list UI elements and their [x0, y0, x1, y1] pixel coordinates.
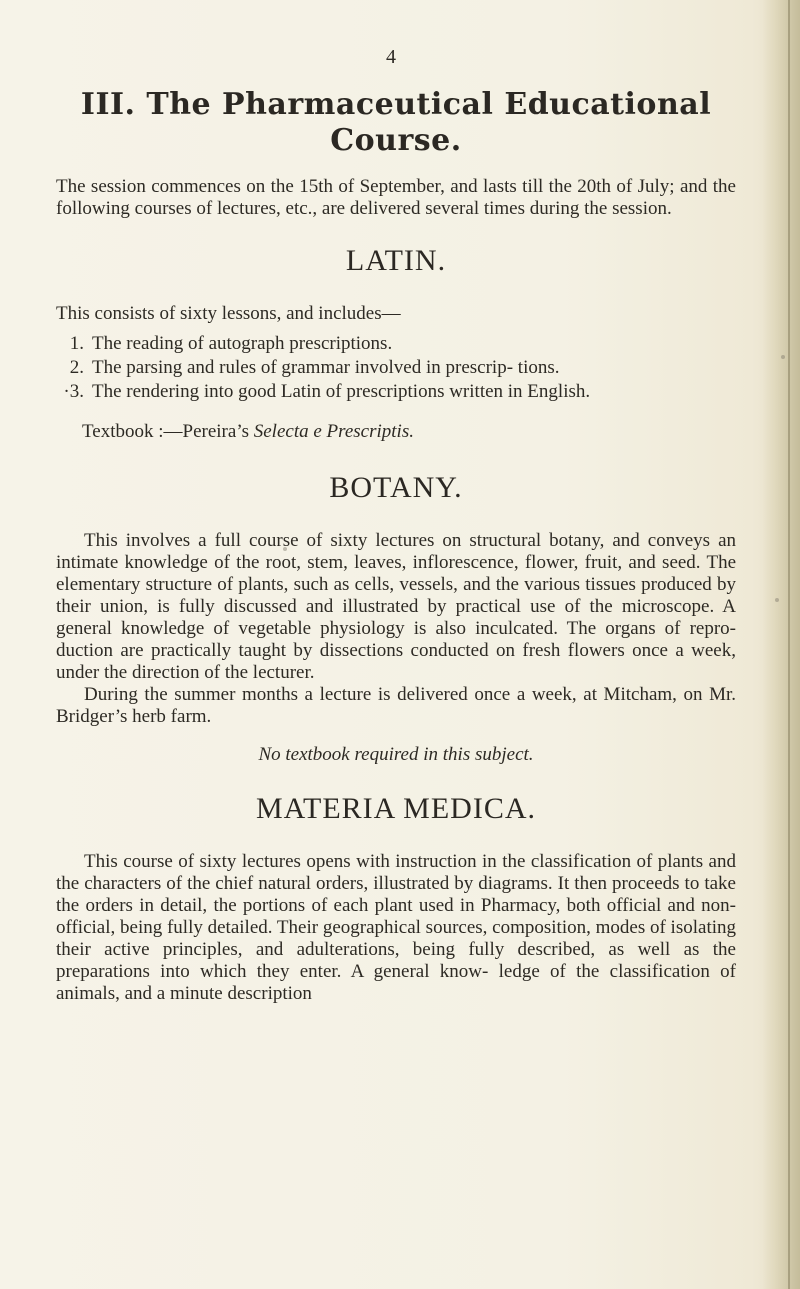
page-edge-line [788, 0, 790, 1289]
paper-speck [775, 598, 779, 602]
list-item-text: The parsing and rules of grammar involved in prescrip- tions. [92, 356, 560, 378]
latin-list [56, 333, 736, 403]
botany-paragraph-1: This involves a full course of sixty lectures on structural botany, and conveys an intimate knowledge of the root, stem, leaves, inflorescence, flower, fruit, and seed. The elementary structure of plants, such as cells, vessels, and the various tissues produced by their union, is fully discussed and illustrated by practical use of the microscope. A general knowledge of vegetable physiology is also inculcated. The organs of repro- duction are practically taught by dissections conducted on fresh flowers once a week, under the direction of the lecturer. [56, 529, 736, 683]
textbook-title: Selecta e Prescriptis. [253, 420, 414, 442]
list-item-text: The reading of autograph prescriptions. [92, 332, 393, 354]
paper-speck [781, 355, 785, 359]
list-item-text: The rendering into good Latin of prescriptions written in English. [92, 380, 591, 402]
materia-medica-heading: MATERIA MEDICA. [255, 792, 536, 826]
latin-intro: This consists of sixty lessons, and includes— [56, 302, 401, 324]
botany-heading: BOTANY. [329, 470, 463, 504]
botany-paragraph-2: During the summer months a lecture is delivered once a week, at Mitcham, on Mr. Bridger’s herb farm. [56, 684, 736, 728]
list-item-number: 1. [69, 332, 84, 354]
textbook-prefix: Textbook :—Pereira’s [82, 420, 254, 442]
chapter-title [56, 87, 736, 158]
botany-no-textbook-note: No textbook required in this subject. [258, 744, 534, 766]
latin-textbook [82, 421, 736, 443]
session-intro: The session commences on the 15th of September, and lasts till the 20th of July; and the following courses of lectures, etc., are delivered several times during the session. [56, 175, 736, 219]
page-number: 4 [386, 46, 396, 68]
list-item [56, 381, 736, 403]
list-item [56, 333, 736, 355]
chapter-title-line-1: III. The Pharmaceutical Educational [80, 87, 712, 123]
chapter-title-line-2: Course. [330, 122, 462, 158]
list-item-number: ·3. [63, 380, 84, 402]
list-item-number: 2. [69, 356, 84, 378]
page-edge-shadow [762, 0, 800, 1289]
list-item [56, 357, 736, 379]
materia-medica-paragraph: This course of sixty lectures opens with instruction in the classification of plants and the characters of the chief natural orders, illustrated by diagrams. It then proceeds to take the orders in detail, the portions of each plant used in Pharmacy, both official and non-official, being fully detailed. Their geographical sources, composition, modes of isolating their active principles, and adulterations, being fully described, as well as the preparations into which they enter. A general know- ledge of the classification of animals, and a minute description [56, 850, 736, 1005]
latin-heading: LATIN. [345, 244, 447, 278]
page-content [56, 46, 736, 1005]
